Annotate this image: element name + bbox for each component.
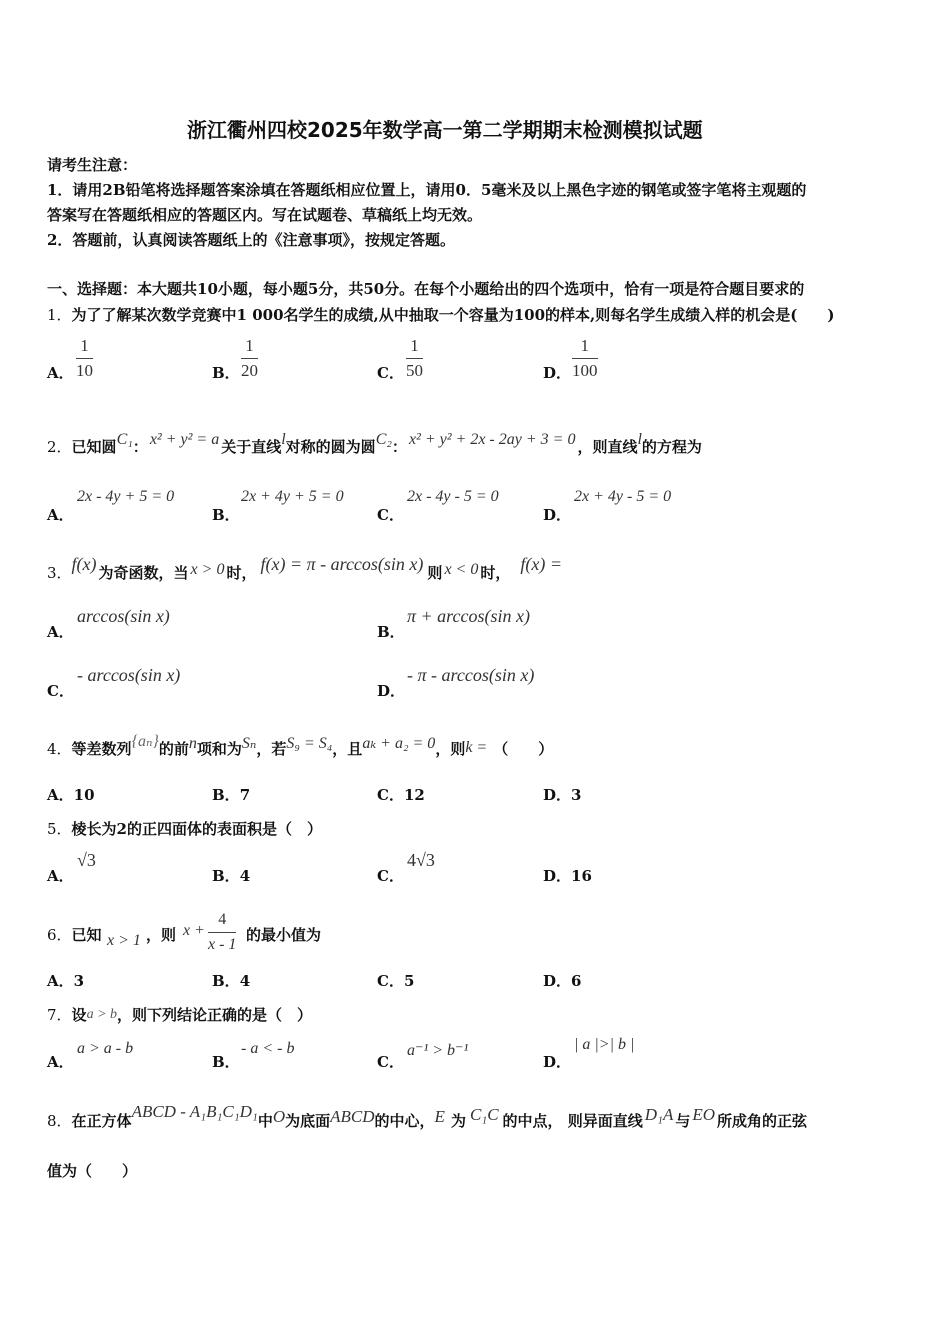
question-text: （ ） <box>493 740 554 758</box>
fraction-numerator: 4 <box>218 911 227 928</box>
question-text: ： <box>132 438 148 456</box>
q4-option-d[interactable] <box>543 784 581 805</box>
question-number: 5． <box>47 820 72 838</box>
option-label: D． <box>543 786 572 804</box>
question-text: 中 <box>257 1112 273 1130</box>
function-f: f(x) = <box>520 554 562 574</box>
question-1 <box>47 304 834 325</box>
fraction-denominator: 20 <box>241 361 258 380</box>
option-label: C． <box>377 1053 404 1071</box>
option-value: 4 <box>239 867 251 885</box>
option-label: C． <box>377 786 404 804</box>
option-math: - π - arccos(sin x) <box>407 665 535 685</box>
question-text: ： <box>391 438 407 456</box>
option-value: 5 <box>403 972 415 990</box>
q6-option-a[interactable] <box>47 970 84 991</box>
question-number: 6． <box>47 926 72 944</box>
var-k: k = <box>465 739 488 756</box>
question-text: 的前 <box>158 740 189 758</box>
question-2 <box>47 431 702 457</box>
question-text: 时， <box>226 564 257 582</box>
question-text: ，若 <box>256 740 287 758</box>
q5-option-d[interactable] <box>543 865 592 886</box>
option-label: A． <box>47 623 74 641</box>
segment: C₁C <box>469 1105 499 1124</box>
equation-2: x² + y² + 2x - 2ay + 3 = 0 <box>408 431 576 448</box>
fraction <box>208 910 236 955</box>
q4-option-a[interactable] <box>47 784 95 805</box>
fraction-denominator: 100 <box>572 361 598 380</box>
question-text: 对称的圆为圆 <box>285 438 376 456</box>
question-text: 关于直线 <box>221 438 282 456</box>
condition: x > 0 <box>190 561 225 578</box>
fraction <box>241 336 258 381</box>
question-text: 为奇函数，当 <box>98 564 189 582</box>
option-math: √3 <box>77 850 96 870</box>
fraction <box>572 336 598 381</box>
question-7 <box>47 1004 312 1025</box>
option-math: 2x - 4y + 5 = 0 <box>77 488 175 505</box>
fraction-numerator: 1 <box>410 336 419 355</box>
option-label: C． <box>377 364 404 382</box>
question-text: 的中心， <box>374 1112 435 1130</box>
question-text: 为 <box>450 1112 466 1130</box>
option-math: - a < - b <box>241 1040 295 1057</box>
option-value: 12 <box>403 786 425 804</box>
option-math: | a |>| b | <box>574 1036 635 1053</box>
question-text: ，则下列结论正确的是（ ） <box>117 1006 313 1024</box>
question-3 <box>47 554 562 583</box>
option-value: 6 <box>571 972 582 990</box>
question-text: 为底面 <box>285 1112 331 1130</box>
option-label: A． <box>47 1053 74 1071</box>
question-text: 等差数列 <box>71 740 132 758</box>
question-number: 8． <box>47 1112 72 1130</box>
fraction-numerator: 1 <box>245 336 254 355</box>
question-text: 为了了解某次数学竞赛中1 000名学生的成绩,从中抽取一个容量为100的样本,则每名学生成绩入样的机会是( ) <box>71 306 835 324</box>
option-label: C． <box>377 972 404 990</box>
option-value: 3 <box>571 786 582 804</box>
question-text: 在正方体 <box>71 1112 132 1130</box>
section-heading: 一、选择题：本大题共10小题，每小题5分，共50分。在每个小题给出的四个选项中，恰有一项是符合题目要求的 <box>47 280 805 298</box>
option-label: D． <box>543 506 572 524</box>
question-text: 棱长为2的正四面体的表面积是（ ） <box>71 820 322 838</box>
q6-option-b[interactable] <box>212 970 250 991</box>
question-text: 设 <box>71 1006 87 1024</box>
line-l: l <box>637 431 642 448</box>
circle-c1: C₁ <box>116 431 133 448</box>
notice-line-2: 答案写在答题纸相应的答题区内。写在试题卷、草稿纸上均无效。 <box>47 206 483 224</box>
fraction-denominator: 50 <box>406 361 423 380</box>
option-value: 10 <box>73 786 95 804</box>
q5-option-b[interactable] <box>212 865 250 886</box>
option-label: C． <box>377 867 404 885</box>
question-number: 2． <box>47 438 72 456</box>
option-math: - arccos(sin x) <box>77 665 181 685</box>
question-text: ，则 <box>146 926 177 944</box>
option-label: D． <box>543 1053 572 1071</box>
fraction <box>76 336 93 381</box>
option-label: A． <box>47 867 74 885</box>
fraction-numerator: 1 <box>80 336 89 355</box>
option-value: 16 <box>571 867 592 885</box>
sum-sn: Sₙ <box>241 735 257 752</box>
question-text: 则 <box>427 564 443 582</box>
q6-option-d[interactable] <box>543 970 581 991</box>
var-n: n <box>188 735 197 752</box>
option-label: B． <box>377 623 405 641</box>
question-5 <box>47 818 322 839</box>
option-label: A． <box>47 786 74 804</box>
question-text: 已知 <box>71 926 102 944</box>
cube-name: ABCD - A₁B₁C₁D₁ <box>131 1102 258 1121</box>
line-eo: EO <box>692 1105 716 1124</box>
notice-line-1: 1．请用2B铅笔将选择题答案涂填在答题纸相应位置上，请用0．5毫米及以上黑色字迹的钢笔或签字笔将主观题的 <box>47 181 807 199</box>
option-math: a > a - b <box>77 1040 134 1057</box>
line-d1a: D₁A <box>644 1105 674 1124</box>
option-math: 2x + 4y - 5 = 0 <box>574 488 672 505</box>
condition: x < 0 <box>444 561 479 578</box>
option-label: C． <box>47 682 74 700</box>
circle-c2: C₂ <box>375 431 392 448</box>
option-label: D． <box>377 682 406 700</box>
option-math: a⁻¹ > b⁻¹ <box>407 1042 469 1059</box>
option-label: C． <box>377 506 404 524</box>
question-text: ，则直线 <box>577 438 638 456</box>
option-value: 4 <box>239 972 251 990</box>
q4-option-c[interactable] <box>377 784 425 805</box>
question-text: 的最小值为 <box>246 926 322 944</box>
function-definition: f(x) = π - arccos(sin x) <box>260 554 424 574</box>
sequence: {aₙ} <box>131 733 159 750</box>
option-label: B． <box>212 972 240 990</box>
question-number: 3． <box>47 564 72 582</box>
option-label: B． <box>212 867 240 885</box>
base-name: ABCD <box>330 1107 375 1126</box>
function-f: f(x) <box>71 554 97 574</box>
option-label: B． <box>212 1053 240 1071</box>
notice-heading: 请考生注意： <box>47 156 138 174</box>
fraction-numerator: 1 <box>580 336 589 355</box>
fraction <box>406 336 423 381</box>
q4-option-b[interactable] <box>212 784 250 805</box>
condition-2: aₖ + a₂ = 0 <box>362 735 436 752</box>
question-text: 所成角的正弦 <box>717 1112 808 1130</box>
question-4 <box>47 733 554 759</box>
option-label: B． <box>212 786 240 804</box>
notice-line-3: 2．答题前，认真阅读答题纸上的《注意事项》，按规定答题。 <box>47 231 455 249</box>
option-label: D． <box>543 867 572 885</box>
option-math: 2x + 4y + 5 = 0 <box>241 488 344 505</box>
point-o: O <box>272 1107 286 1126</box>
equation-1: x² + y² = a <box>149 431 220 448</box>
option-math: 4√3 <box>407 850 435 870</box>
option-math: arccos(sin x) <box>77 606 170 626</box>
point-e: E <box>434 1107 445 1126</box>
option-label: D． <box>543 972 572 990</box>
condition: a > b <box>86 1007 118 1022</box>
question-8-cont: 值为（ ） <box>47 1162 138 1180</box>
option-value: 3 <box>73 972 85 990</box>
question-text: ，则 <box>435 740 466 758</box>
condition-1: S₉ = S₄ <box>286 735 333 752</box>
question-number: 7． <box>47 1006 72 1024</box>
expression: x + <box>183 922 205 939</box>
option-label: A． <box>47 364 74 382</box>
question-text: 已知圆 <box>71 438 117 456</box>
question-6-lead <box>47 924 102 945</box>
fraction-denominator: x - 1 <box>208 936 237 953</box>
page-title: 浙江衢州四校2025年数学高一第二学期期末检测模拟试题 <box>187 118 703 142</box>
option-value: 7 <box>239 786 251 804</box>
option-label: A． <box>47 506 74 524</box>
question-text: ，且 <box>332 740 363 758</box>
option-label: B． <box>212 364 240 382</box>
line-l: l <box>281 431 286 448</box>
option-label: A． <box>47 972 74 990</box>
question-text: 与 <box>675 1112 691 1130</box>
fraction-denominator: 10 <box>76 361 93 380</box>
option-math: π + arccos(sin x) <box>407 606 530 626</box>
q6-option-c[interactable] <box>377 970 414 991</box>
option-label: D． <box>543 364 572 382</box>
question-text: 时， <box>480 564 511 582</box>
condition: x > 1 <box>107 932 141 949</box>
question-number: 1． <box>47 306 72 324</box>
question-8 <box>47 1102 808 1131</box>
option-math: 2x - 4y - 5 = 0 <box>407 488 499 505</box>
question-text: 项和为 <box>196 740 242 758</box>
option-label: B． <box>212 506 240 524</box>
question-number: 4． <box>47 740 72 758</box>
question-text: 的中点， 则异面直线 <box>502 1112 643 1130</box>
question-text: 的方程为 <box>641 438 702 456</box>
